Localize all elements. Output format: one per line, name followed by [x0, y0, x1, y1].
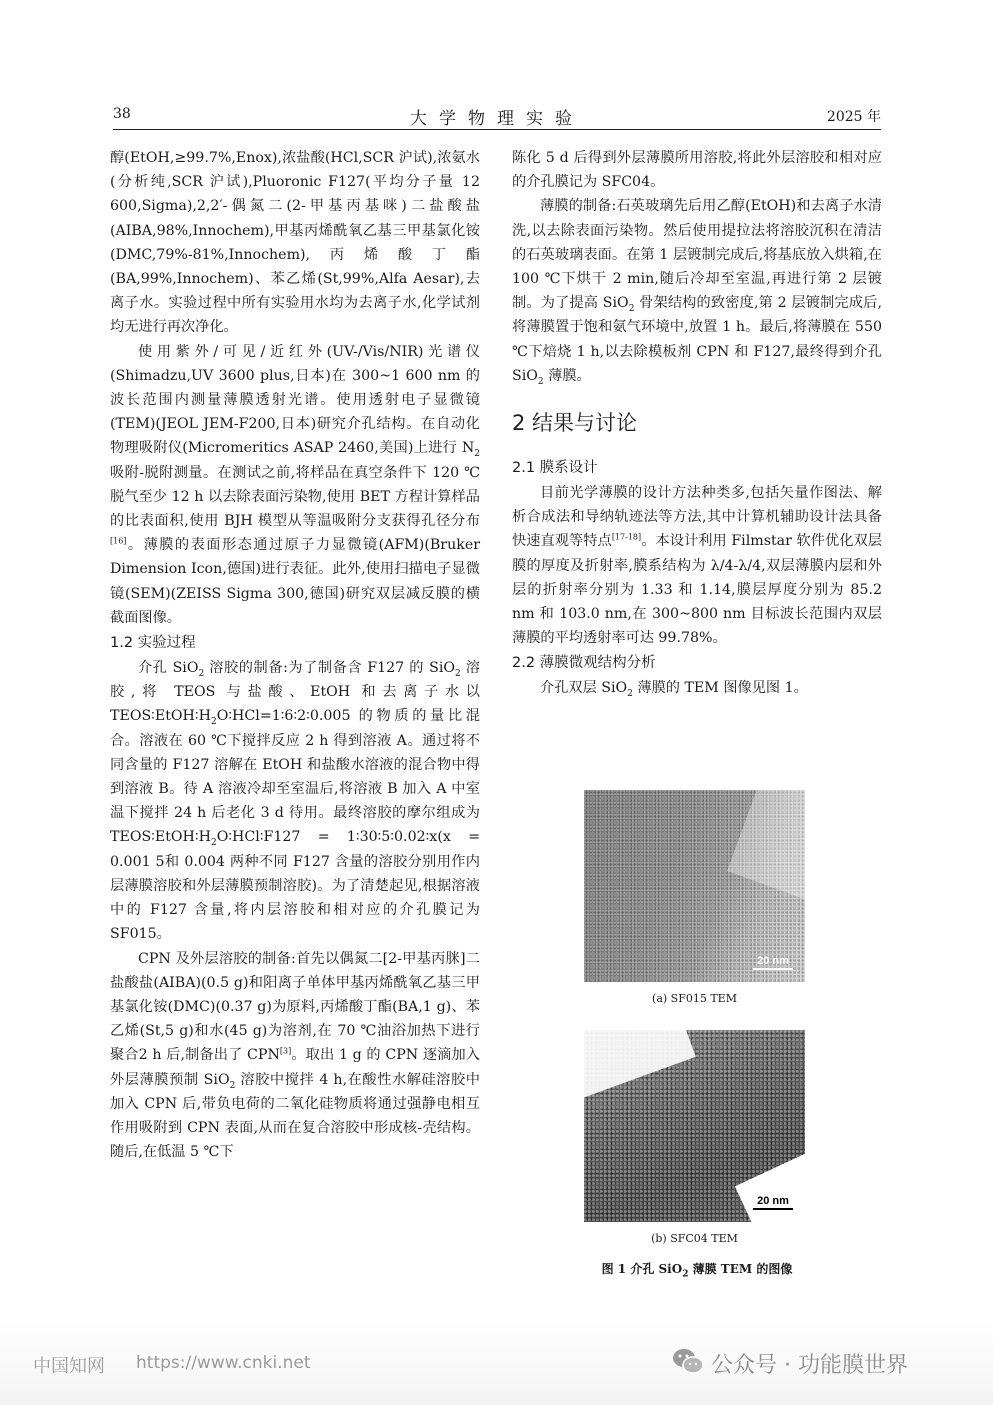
wechat-icon — [672, 1346, 704, 1376]
subsection-heading: 2.2 薄膜微观结构分析 — [512, 655, 656, 672]
subfigure-caption-a: (a) SF015 TEM — [652, 992, 737, 1005]
scale-bar-a: 20 nm — [753, 955, 793, 970]
figure-panel-a — [584, 790, 805, 1005]
header-rule — [113, 129, 881, 130]
figure-panel-b — [584, 1030, 805, 1245]
section-heading: 2 结果与讨论 — [512, 411, 638, 436]
tem-image-b — [584, 1030, 805, 1222]
scale-bar-b: 20 nm — [753, 1195, 793, 1210]
paragraph: 介孔 SiO$_2$ 溶胶的制备:为了制备含 F127 的 SiO$_2$ 溶胶,将 TEOS 与盐酸、EtOH 和去离子水以 $TEOS∶EtOH∶H_2O∶HCl=1∶6∶2∶0.005$ 的物质的量比混合。溶液在 60 ℃下搅拌反应 2 h 得到溶液 A。通过将不同含量的 F127 溶解在 EtOH 和盐酸水溶液的混合物中得到溶液 B。待 A 溶液冷却至室温后,将溶液 B 加入 A 中室温下搅拌 24 h 后老化 3 d 待用。最终溶胶的摩尔组成为 $TEOS∶EtOH∶H_2O∶HCl∶F127$ = 1∶30∶5∶0.02∶x(x = 0.001 5和 0.004 两种不同 F127 含量的溶胶分别用作内层薄膜溶胶和外层薄膜预制溶胶)。为了清楚起见,根据溶液中的 F127 含量,将内层溶胶和相对应的介孔膜记为 SF015。 — [110, 660, 480, 943]
subsection-heading: 2.1 膜系设计 — [512, 460, 598, 477]
subfigure-caption-b: (b) SFC04 TEM — [651, 1232, 738, 1245]
paragraph: 陈化 5 d 后得到外层薄膜所用溶胶,将此外层溶胶和相对应的介孔膜记为 SFC04。 — [512, 150, 882, 191]
figure-caption: 图 1 介孔 SiO$_2$ 薄膜 TEM 的图像 — [601, 1262, 793, 1280]
tem-image-a — [584, 790, 805, 982]
journal-title: 大学物理实验 — [410, 109, 584, 129]
right-column — [512, 146, 882, 701]
left-column — [110, 146, 480, 1164]
paragraph: 目前光学薄膜的设计方法种类多,包括矢量作图法、解析合成法和导纳轨迹法等方法,其中计算机辅助设计法具备快速直观等特点[17-18]。本设计利用 Filmstar 软件优化双层膜的厚度及折射率,膜系结构为 λ/4-λ/4,双层薄膜内层和外层的折射率分别为 1.33 和 1.14,膜层厚度分别为 85.2 nm 和 103.0 nm,在 300~800 nm 目标波长范围内双层薄膜的平均透射率可达 99.78%。 — [512, 485, 882, 647]
cnki-name: 中国知网 — [33, 1356, 105, 1377]
wechat-account-label: 公众号 · 功能膜世界 — [711, 1353, 908, 1378]
citation[interactable]: [3] — [279, 1046, 292, 1056]
citation[interactable]: [16] — [110, 536, 127, 546]
cnki-link[interactable]: https://www.cnki.net — [136, 1353, 311, 1373]
citation[interactable]: [17-18] — [611, 532, 642, 542]
paragraph: 使用紫外/可见/近红外(UV-/Vis/NIR)光谱仪(Shimadzu,UV 3600 plus,日本)在 300~1 600 nm 的波长范围内测量薄膜透射光谱。使用透射电子显微镜(TEM)(JEOL JEM-F200,日本)研究介孔结构。在自动化物理吸附仪(Micromeritics ASAP 2460,美国)上进行 $N_2$ 吸附-脱附测量。在测试之前,将样品在真空条件下 120 ℃脱气至少 12 h 以去除表面污染物,使用 BET 方程计算样品的比表面积,使用 BJH 模型从等温吸附分支获得孔径分布[16]。薄膜的表面形态通过原子力显微镜(AFM)(Bruker Dimension Icon,德国)进行表征。此外,使用扫描电子显微镜(SEM)(ZEISS Sigma 300,德国)研究双层减反膜的横截面图像。 — [110, 343, 480, 626]
paragraph: 薄膜的制备:石英玻璃先后用乙醇(EtOH)和去离子水清洗,以去除表面污染物。然后使用提拉法将溶胶沉积在清洁的石英玻璃表面。在第 1 层镀制完成后,将基底放入烘箱,在 100 ℃下烘干 2 min,随后冷却至室温,再进行第 2 层镀制。为了提高 SiO$_2$ 骨架结构的致密度,第 2 层镀制完成后,将薄膜置于饱和氨气环境中,放置 1 h。最后,将薄膜在 550 ℃下焙烧 1 h,以去除模板剂 CPN 和 F127,最终得到介孔 SiO$_2$ 薄膜。 — [512, 198, 883, 387]
paragraph: 醇(EtOH,≥99.7%,Enox),浓盐酸(HCl,SCR 沪试),浓氨水(分析纯,SCR 沪试),Pluoronic F127(平均分子量 12 600,Sigma),2,2′-偶氮二(2-甲基丙基咪)二盐酸盐(AIBA,98%,Innochem),甲基丙烯酰氧乙基三甲基氯化铵(DMC,79%-81%,Innochem),丙烯酸丁酯(BA,99%,Innochem)、苯乙烯(St,99%,Alfa Aesar),去离子水。实验过程中所有实验用水均为去离子水,化学试剂均无进行再次净化。 — [110, 150, 480, 336]
issue-year: 2025 年 — [826, 109, 881, 125]
paragraph: 介孔双层 SiO$_2$ 薄膜的 TEM 图像见图 1。 — [540, 680, 808, 700]
page-header — [113, 104, 881, 128]
paragraph: CPN 及外层溶胶的制备:首先以偶氮二[2-甲基丙脒]二盐酸盐(AIBA)(0.5 g)和阳离子单体甲基丙烯酰氧乙基三甲基氯化铵(DMC)(0.37 g)为原料,丙烯酸丁酯(BA,1 g)、苯乙烯(St,5 g)和水(45 g)为溶剂,在 70 ℃油浴加热下进行聚合2 h 后,制备出了 CPN[3]。取出 1 g 的 CPN 逐滴加入外层薄膜预制 SiO$_2$ 溶胶中搅拌 4 h,在酸性水解硅溶胶中加入 CPN 后,带负电荷的二氧化硅物质将通过强静电相互作用吸附到 CPN 表面,从而在复合溶胶中形成核-壳结构。随后,在低温 5 ℃下 — [110, 950, 480, 1161]
page-number: 38 — [113, 106, 131, 122]
subsection-heading: 1.2 实验过程 — [110, 635, 196, 652]
